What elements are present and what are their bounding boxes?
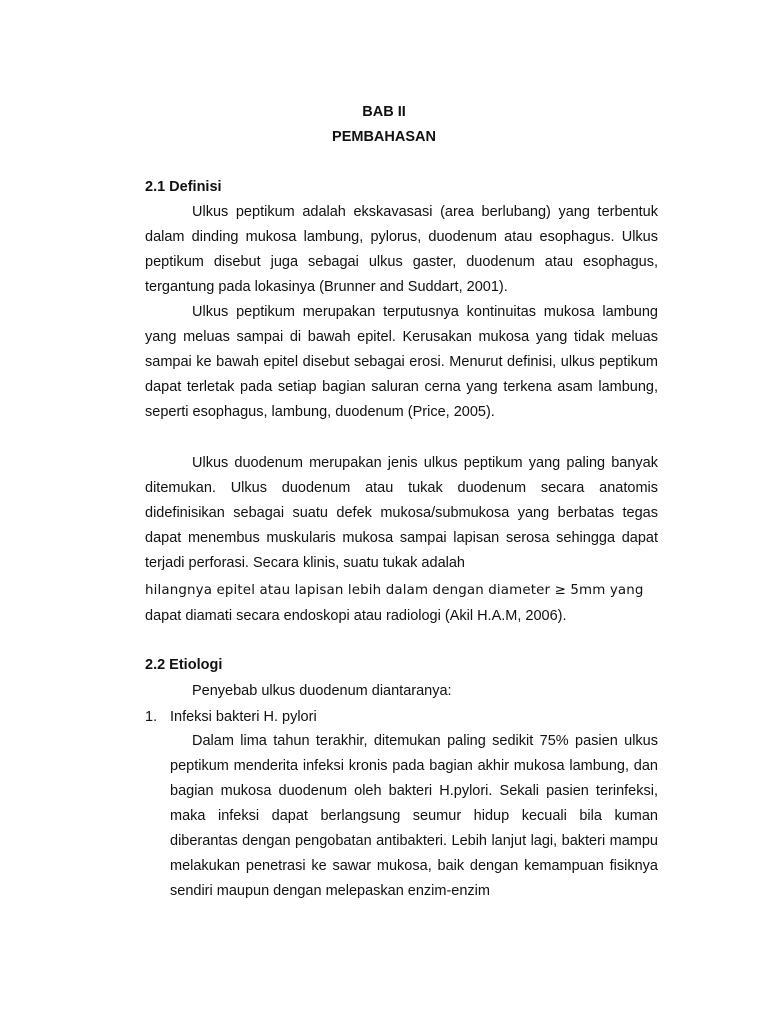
etiologi-intro: Penyebab ulkus duodenum diantaranya: (192, 683, 452, 699)
list-item-title: Infeksi bakteri H. pylori (170, 709, 317, 725)
paragraph-definisi-2: Ulkus peptikum merupakan terputusnya kontinuitas mukosa lambung yang meluas sampai di bawah epitel. Kerusakan mukosa yang tidak meluas sampai ke bawah epitel disebut sebagai erosi. Menurut definisi, ulkus peptikum dapat terletak pada setiap bagian saluran cerna yang terkena asam lambung, seperti esophagus, lambung, duodenum (Price, 2005). (145, 304, 658, 420)
chapter-title: PEMBAHASAN (332, 129, 436, 145)
paragraph-definisi-1: Ulkus peptikum adalah ekskavasasi (area berlubang) yang terbentuk dalam dinding mukosa lambung, pylorus, duodenum atau esophagus. Ulkus peptikum disebut juga sebagai ulkus gaster, duodenum atau esophagus, tergantung pada lokasinya (Brunner and Suddart, 2001). (145, 204, 658, 295)
paragraph-definisi-3: Ulkus duodenum merupakan jenis ulkus peptikum yang paling banyak ditemukan. Ulkus duodenum atau tukak duodenum secara anatomis didefinisikan sebagai suatu defek mukosa/submukosa yang berbatas tegas dapat menembus muskularis mukosa sampai lapisan serosa sehingga dapat terjadi perforasi. Secara klinis, suatu tukak adalah (145, 455, 658, 571)
section-heading-definisi: 2.1 Definisi (145, 179, 222, 195)
chapter-label: BAB II (362, 104, 406, 120)
section-heading-etiologi: 2.2 Etiologi (145, 657, 223, 673)
list-item-number: 1. (145, 709, 158, 725)
paragraph-etiologi-1: Dalam lima tahun terakhir, ditemukan paling sedikit 75% pasien ulkus peptikum menderita infeksi kronis pada bagian akhir mukosa lambung, dan bagian mukosa duodenum oleh bakteri H.pylori. Sekali pasien terinfeksi, maka infeksi dapat berlangsung seumur hidup kecuali bila kuman diberantas dengan pengobatan antibakteri. Lebih lanjut lagi, bakteri mampu melakukan penetrasi ke sawar mukosa, baik dengan kemampuan fisiknya sendiri maupun dengan melepaskan enzim-enzim (170, 733, 658, 899)
paragraph-definisi-3-line: hilangnya epitel atau lapisan lebih dalam dengan diameter ≥ 5mm yang (145, 583, 644, 598)
paragraph-definisi-3-end: dapat diamati secara endoskopi atau radiologi (Akil H.A.M, 2006). (145, 608, 567, 624)
